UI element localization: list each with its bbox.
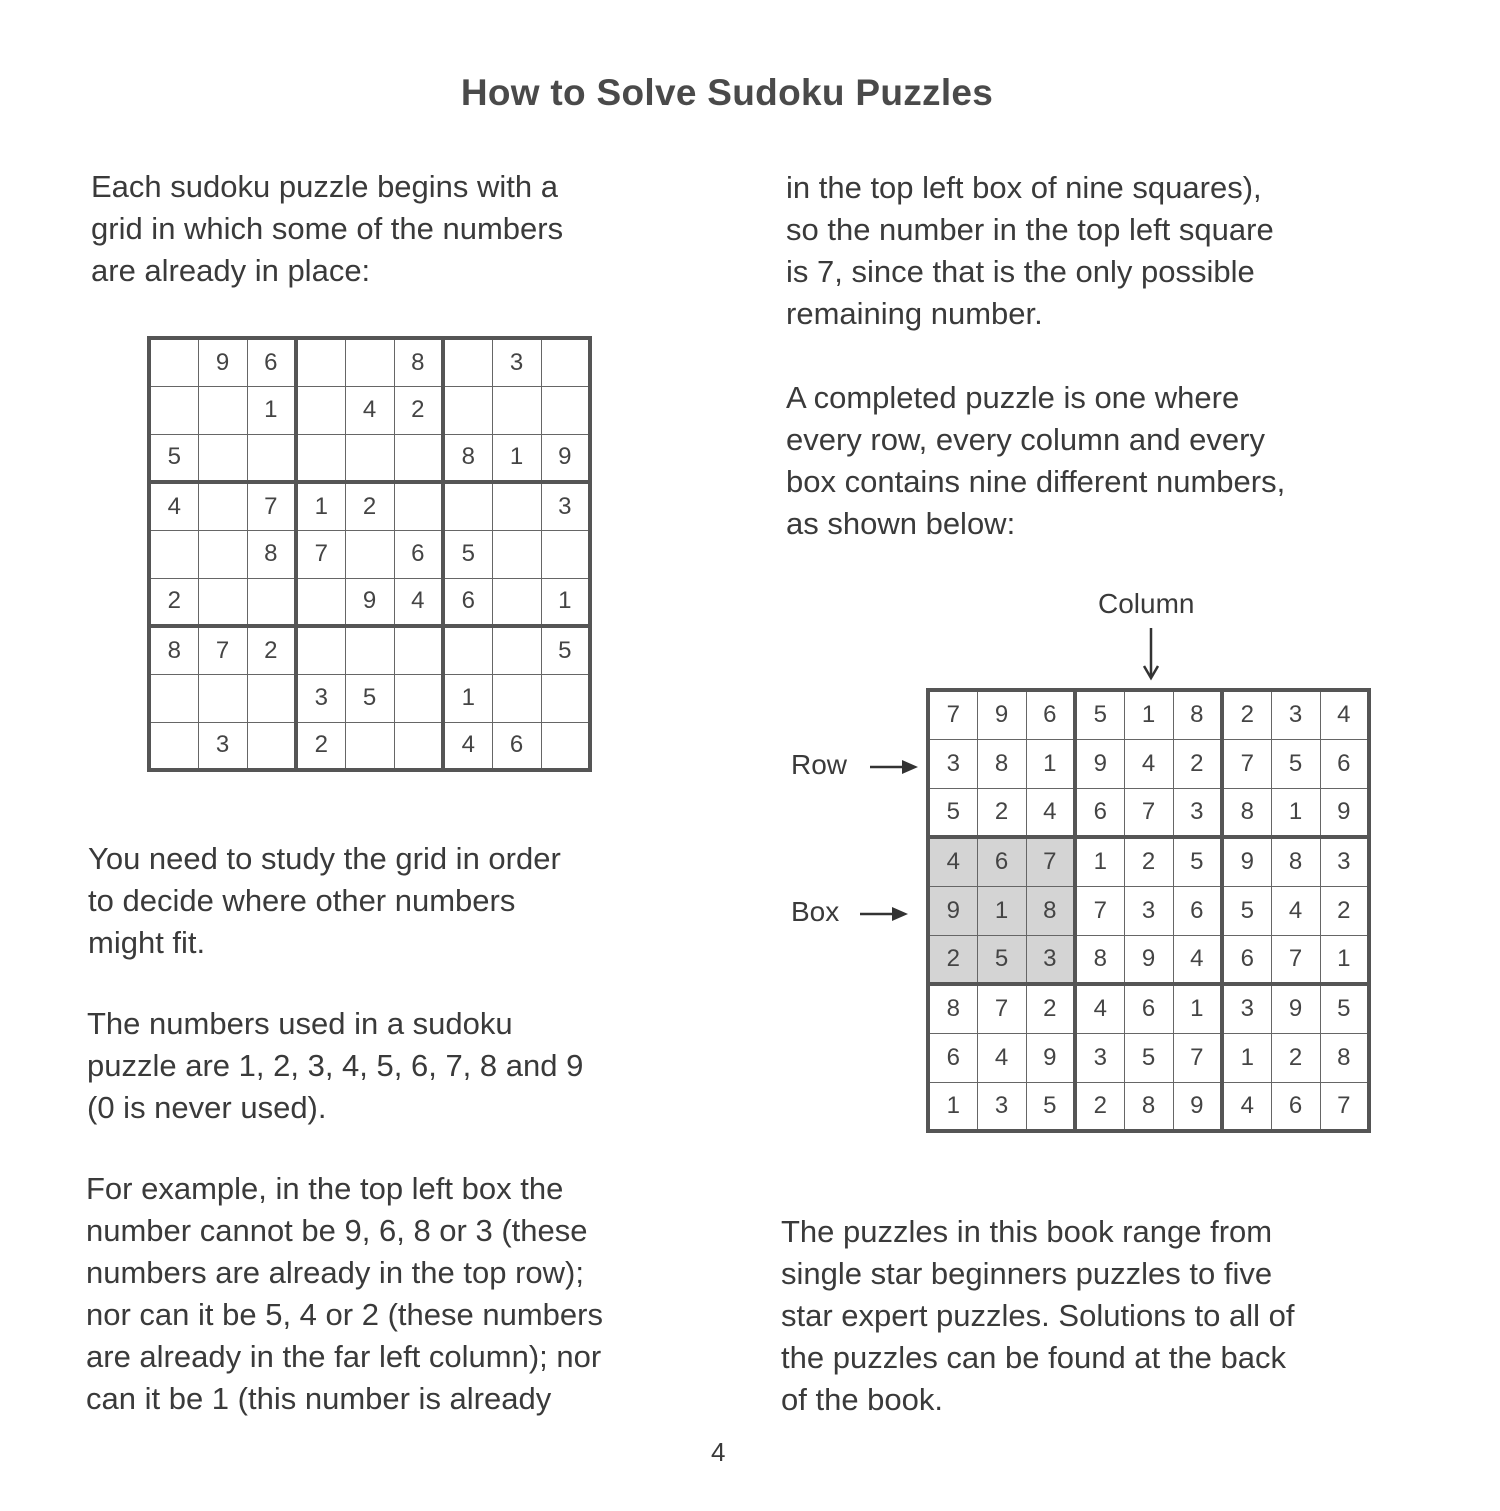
grid-cell — [247, 674, 296, 722]
grid-cell: 8 — [1320, 1033, 1369, 1082]
grid-cell: 6 — [977, 837, 1026, 886]
text-line: as shown below: — [786, 506, 1016, 541]
grid-cell — [394, 482, 443, 530]
grid-cell: 7 — [1320, 1082, 1369, 1131]
grid-cell: 6 — [1271, 1082, 1320, 1131]
grid-cell: 8 — [149, 626, 198, 674]
text-line: The numbers used in a sudoku — [87, 1006, 513, 1041]
grid-row — [928, 739, 1369, 788]
text-line: is 7, since that is the only possible — [786, 254, 1255, 289]
grid-cell: 6 — [928, 1033, 977, 1082]
grid-cell: 4 — [443, 722, 492, 770]
grid-cell: 2 — [296, 722, 345, 770]
grid-cell — [198, 386, 247, 434]
text-line: remaining number. — [786, 296, 1043, 331]
grid-cell — [345, 530, 394, 578]
grid-row — [149, 434, 590, 482]
grid-cell: 5 — [1320, 984, 1369, 1033]
grid-row — [149, 674, 590, 722]
text-line: the puzzles can be found at the back — [781, 1340, 1286, 1375]
grid-cell: 8 — [1124, 1082, 1173, 1131]
grid-cell: 4 — [1320, 690, 1369, 739]
grid-cell: 7 — [1173, 1033, 1222, 1082]
grid-row — [928, 1033, 1369, 1082]
grid-cell: 7 — [1124, 788, 1173, 837]
text-line: every row, every column and every — [786, 422, 1265, 457]
grid-row — [149, 626, 590, 674]
grid-cell — [198, 482, 247, 530]
grid-cell: 6 — [1173, 886, 1222, 935]
grid-cell: 3 — [541, 482, 590, 530]
grid-cell: 8 — [977, 739, 1026, 788]
grid-cell — [394, 722, 443, 770]
grid-cell: 1 — [928, 1082, 977, 1131]
grid-cell — [149, 722, 198, 770]
box-label: Box — [791, 896, 840, 927]
grid-cell — [149, 338, 198, 386]
grid-cell: 4 — [1173, 935, 1222, 984]
continuation-paragraph — [786, 167, 1274, 335]
grid-cell: 7 — [296, 530, 345, 578]
grid-cell: 3 — [1222, 984, 1271, 1033]
grid-cell: 7 — [1026, 837, 1075, 886]
grid-cell — [296, 434, 345, 482]
grid-row — [928, 886, 1369, 935]
grid-cell: 1 — [1026, 739, 1075, 788]
text-line: can it be 1 (this number is already — [86, 1381, 552, 1416]
grid-cell — [492, 482, 541, 530]
numbers-paragraph — [87, 1003, 583, 1129]
grid-cell: 9 — [977, 690, 1026, 739]
grid-cell: 8 — [443, 434, 492, 482]
grid-cell: 6 — [1222, 935, 1271, 984]
text-line: of the book. — [781, 1382, 944, 1417]
grid-cell: 4 — [394, 578, 443, 626]
grid-cell — [492, 530, 541, 578]
grid-cell: 8 — [1173, 690, 1222, 739]
grid-cell: 7 — [198, 626, 247, 674]
grid-cell — [149, 674, 198, 722]
grid-cell — [541, 530, 590, 578]
grid-cell — [198, 434, 247, 482]
text-line: number cannot be 9, 6, 8 or 3 (these — [86, 1213, 588, 1248]
grid-cell — [443, 338, 492, 386]
text-line: are already in the far left column); nor — [86, 1339, 602, 1374]
text-line: box contains nine different numbers, — [786, 464, 1286, 499]
grid-row — [149, 338, 590, 386]
grid-cell: 2 — [149, 578, 198, 626]
text-line: might fit. — [88, 925, 206, 960]
text-line: in the top left box of nine squares), — [786, 170, 1262, 205]
grid-cell: 9 — [1271, 984, 1320, 1033]
grid-cell: 6 — [492, 722, 541, 770]
grid-cell — [345, 338, 394, 386]
grid-cell — [247, 722, 296, 770]
grid-cell — [345, 434, 394, 482]
grid-cell: 2 — [1026, 984, 1075, 1033]
grid-cell — [443, 482, 492, 530]
grid-cell — [492, 386, 541, 434]
grid-cell: 9 — [541, 434, 590, 482]
grid-cell: 9 — [1173, 1082, 1222, 1131]
text-line: A completed puzzle is one where — [786, 380, 1240, 415]
study-paragraph — [88, 838, 561, 964]
grid-cell: 3 — [1124, 886, 1173, 935]
grid-cell: 3 — [198, 722, 247, 770]
text-line: single star beginners puzzles to five — [781, 1256, 1273, 1291]
text-line: so the number in the top left square — [786, 212, 1274, 247]
grid-cell: 6 — [247, 338, 296, 386]
grid-cell: 9 — [1075, 739, 1124, 788]
grid-cell: 1 — [1320, 935, 1369, 984]
grid-cell: 5 — [1026, 1082, 1075, 1131]
closing-paragraph — [781, 1211, 1294, 1421]
grid-cell — [394, 626, 443, 674]
grid-cell: 2 — [1173, 739, 1222, 788]
text-line: For example, in the top left box the — [86, 1171, 564, 1206]
grid-cell: 7 — [1075, 886, 1124, 935]
grid-row — [928, 935, 1369, 984]
text-line: Each sudoku puzzle begins with a — [91, 169, 559, 204]
grid-cell: 1 — [1271, 788, 1320, 837]
grid-cell: 7 — [247, 482, 296, 530]
text-line: star expert puzzles. Solutions to all of — [781, 1298, 1295, 1333]
grid-cell: 9 — [345, 578, 394, 626]
grid-cell — [492, 674, 541, 722]
grid-cell — [443, 386, 492, 434]
grid-cell: 2 — [1222, 690, 1271, 739]
grid-cell — [443, 626, 492, 674]
row-label: Row — [791, 749, 848, 780]
grid-cell: 9 — [1026, 1033, 1075, 1082]
grid-cell: 3 — [492, 338, 541, 386]
grid-cell — [345, 626, 394, 674]
grid-row — [149, 578, 590, 626]
column-arrow-icon — [1143, 628, 1159, 682]
intro-paragraph — [91, 166, 563, 292]
text-line: to decide where other numbers — [88, 883, 516, 918]
grid-cell: 2 — [1124, 837, 1173, 886]
example-paragraph — [86, 1168, 603, 1420]
grid-cell — [541, 338, 590, 386]
grid-row — [149, 386, 590, 434]
grid-cell: 3 — [1271, 690, 1320, 739]
grid-row — [928, 837, 1369, 886]
grid-cell: 4 — [1026, 788, 1075, 837]
grid-cell: 2 — [977, 788, 1026, 837]
grid-cell: 1 — [541, 578, 590, 626]
completed-paragraph — [786, 377, 1285, 545]
grid-row — [928, 690, 1369, 739]
text-line: puzzle are 1, 2, 3, 4, 5, 6, 7, 8 and 9 — [87, 1048, 584, 1083]
grid-cell — [394, 674, 443, 722]
grid-cell: 8 — [1271, 837, 1320, 886]
grid-cell: 5 — [443, 530, 492, 578]
grid-cell: 3 — [1173, 788, 1222, 837]
grid-cell — [345, 722, 394, 770]
grid-cell: 8 — [1075, 935, 1124, 984]
grid-cell: 4 — [1075, 984, 1124, 1033]
grid-cell — [296, 578, 345, 626]
grid-cell — [492, 626, 541, 674]
grid-cell: 8 — [394, 338, 443, 386]
grid-cell: 5 — [1173, 837, 1222, 886]
grid-cell: 5 — [1124, 1033, 1173, 1082]
grid-cell — [541, 386, 590, 434]
grid-cell — [198, 530, 247, 578]
grid-cell: 6 — [1320, 739, 1369, 788]
grid-cell: 1 — [247, 386, 296, 434]
text-line: nor can it be 5, 4 or 2 (these numbers — [86, 1297, 603, 1332]
grid-row — [149, 482, 590, 530]
grid-cell: 2 — [1271, 1033, 1320, 1082]
grid-cell: 1 — [977, 886, 1026, 935]
grid-cell: 5 — [1271, 739, 1320, 788]
grid-cell: 7 — [977, 984, 1026, 1033]
grid-cell: 3 — [1026, 935, 1075, 984]
grid-cell: 5 — [149, 434, 198, 482]
grid-cell: 9 — [928, 886, 977, 935]
grid-cell: 5 — [541, 626, 590, 674]
grid-cell: 6 — [1075, 788, 1124, 837]
grid-cell: 1 — [1222, 1033, 1271, 1082]
text-line: You need to study the grid in order — [88, 841, 561, 876]
grid-cell: 5 — [977, 935, 1026, 984]
grid-cell: 2 — [1075, 1082, 1124, 1131]
puzzle-grid — [147, 336, 592, 772]
grid-row — [928, 788, 1369, 837]
grid-cell: 5 — [928, 788, 977, 837]
grid-cell: 8 — [1222, 788, 1271, 837]
grid-cell — [394, 434, 443, 482]
grid-cell: 3 — [928, 739, 977, 788]
row-arrow-icon — [870, 759, 920, 775]
page-number: 4 — [711, 1437, 726, 1467]
grid-cell — [247, 434, 296, 482]
grid-cell: 5 — [1222, 886, 1271, 935]
text-line: numbers are already in the top row); — [86, 1255, 584, 1290]
grid-cell — [149, 386, 198, 434]
grid-cell: 3 — [1320, 837, 1369, 886]
grid-cell: 6 — [1124, 984, 1173, 1033]
grid-cell — [247, 578, 296, 626]
grid-cell — [296, 626, 345, 674]
grid-cell: 7 — [1271, 935, 1320, 984]
grid-cell: 3 — [296, 674, 345, 722]
grid-cell — [198, 674, 247, 722]
column-label: Column — [1098, 588, 1195, 619]
grid-row — [928, 984, 1369, 1033]
grid-cell: 1 — [1124, 690, 1173, 739]
grid-cell: 2 — [345, 482, 394, 530]
grid-cell: 1 — [492, 434, 541, 482]
grid-cell — [296, 338, 345, 386]
grid-cell: 3 — [1075, 1033, 1124, 1082]
grid-cell: 4 — [149, 482, 198, 530]
text-line: The puzzles in this book range from — [781, 1214, 1273, 1249]
grid-cell — [541, 722, 590, 770]
grid-cell: 1 — [296, 482, 345, 530]
grid-cell: 1 — [443, 674, 492, 722]
grid-cell: 6 — [1026, 690, 1075, 739]
grid-cell — [541, 674, 590, 722]
grid-cell: 4 — [977, 1033, 1026, 1082]
grid-cell: 2 — [928, 935, 977, 984]
grid-cell: 9 — [198, 338, 247, 386]
page-title: How to Solve Sudoku Puzzles — [460, 72, 994, 113]
text-line: are already in place: — [91, 253, 371, 288]
grid-cell: 8 — [1026, 886, 1075, 935]
grid-cell: 3 — [977, 1082, 1026, 1131]
grid-cell: 5 — [345, 674, 394, 722]
grid-cell — [198, 578, 247, 626]
grid-cell: 1 — [1173, 984, 1222, 1033]
box-arrow-icon — [860, 906, 910, 922]
grid-cell: 2 — [247, 626, 296, 674]
grid-cell — [492, 578, 541, 626]
grid-cell — [296, 386, 345, 434]
solution-grid — [926, 688, 1371, 1133]
grid-cell: 7 — [928, 690, 977, 739]
grid-row — [149, 722, 590, 770]
grid-cell: 4 — [928, 837, 977, 886]
grid-cell: 8 — [928, 984, 977, 1033]
grid-cell: 4 — [345, 386, 394, 434]
grid-cell: 1 — [1075, 837, 1124, 886]
grid-cell: 9 — [1320, 788, 1369, 837]
grid-cell — [149, 530, 198, 578]
grid-cell: 4 — [1124, 739, 1173, 788]
grid-cell: 4 — [1222, 1082, 1271, 1131]
grid-cell: 6 — [394, 530, 443, 578]
text-line: grid in which some of the numbers — [91, 211, 564, 246]
grid-cell: 4 — [1271, 886, 1320, 935]
text-line: (0 is never used). — [87, 1090, 327, 1125]
grid-cell: 8 — [247, 530, 296, 578]
grid-cell: 9 — [1222, 837, 1271, 886]
grid-row — [149, 530, 590, 578]
grid-cell: 5 — [1075, 690, 1124, 739]
grid-cell: 9 — [1124, 935, 1173, 984]
grid-cell: 2 — [1320, 886, 1369, 935]
grid-cell: 6 — [443, 578, 492, 626]
grid-cell: 2 — [394, 386, 443, 434]
grid-cell: 7 — [1222, 739, 1271, 788]
grid-row — [928, 1082, 1369, 1131]
